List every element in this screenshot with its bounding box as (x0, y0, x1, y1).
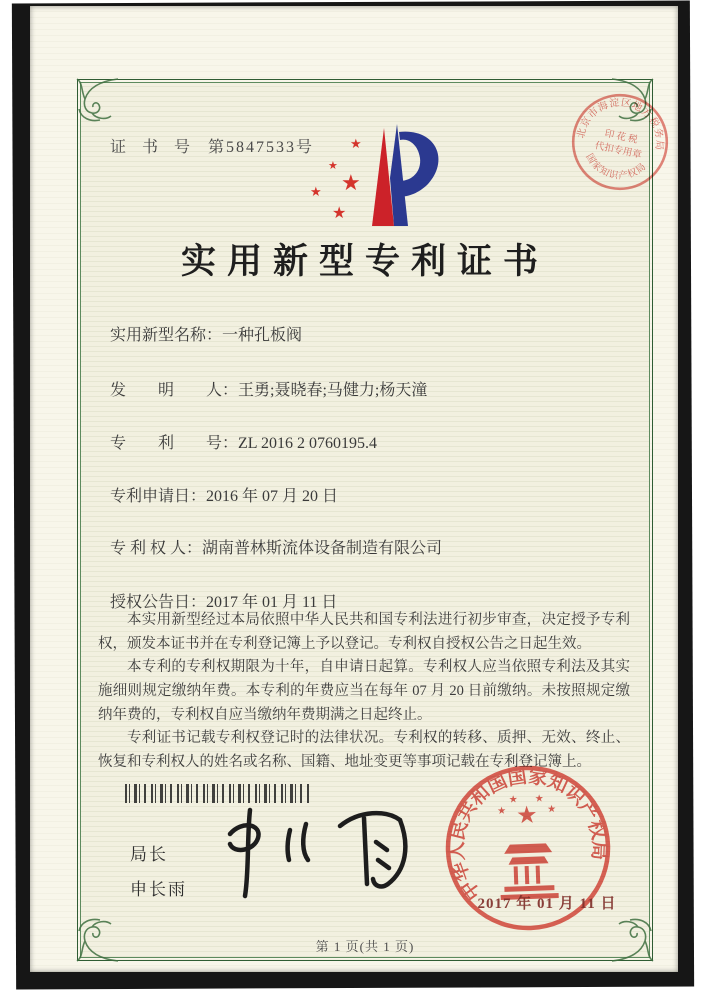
page-footer: 第 1 页(共 1 页) (315, 939, 415, 954)
signature-handwriting (218, 802, 448, 906)
certificate-number-label: 证 书 号 (110, 139, 197, 156)
signer-name: 申长雨 (130, 880, 187, 899)
legal-paragraph-1: 本实用新型经过本局依照中华人民共和国专利法进行初步审查，决定授予专利权，颁发本证书并在专利登记簿上予以登记。专利权自授权公告之日起生效。 (98, 612, 630, 652)
field-patent-number (110, 430, 618, 453)
field-value: 2016 年 07 月 20 日 (206, 488, 339, 505)
field-label: 实用新型名称： (110, 327, 223, 344)
tax-seal-center-line2: 代扣专用章 (593, 141, 643, 161)
svg-text:★: ★ (350, 136, 362, 151)
svg-text:★: ★ (497, 805, 507, 818)
signer-block (130, 840, 187, 910)
national-emblem (497, 793, 560, 900)
seal-date-stamp: 2017 年 01 月 11 日 (477, 896, 617, 912)
field-label: 专 利 权 人： (110, 540, 203, 557)
tax-seal-center-line1: 印 花 税 (603, 129, 639, 146)
cnipa-patent-logo (298, 114, 458, 240)
field-value: 一种孔板阀 (222, 327, 303, 344)
field-utility-model-name (110, 322, 618, 345)
certificate-number (110, 134, 314, 157)
barcode (125, 784, 311, 803)
field-value: 湖南普林斯流体设备制造有限公司 (202, 540, 443, 557)
legal-paragraph-2: 本专利的专利权期限为十年，自申请日起算。专利权人应当依照专利法及其实施细则规定缴纳年费。本专利的年费应当在每年 07 月 20 日前缴纳。未按照规定缴纳年费的，专利权自应当缴纳年费期满之日起终止。 (98, 659, 630, 723)
field-value: 王勇;聂晓春;马健力;杨天潼 (238, 382, 428, 399)
field-application-date (110, 483, 618, 506)
field-inventors (110, 377, 618, 400)
certificate-paper (30, 6, 678, 972)
svg-text:北京市海淀区地方税务局 (574, 87, 674, 156)
office-seal-ring-text: 中华人民共和国国家知识产权局 (446, 766, 610, 904)
svg-text:★: ★ (547, 803, 557, 816)
svg-text:★: ★ (332, 205, 347, 222)
field-label: 专利申请日： (110, 488, 207, 505)
tax-seal-ring-top-text: 北京市海淀区地方税务局 (575, 97, 665, 152)
signer-title: 局长 (130, 845, 168, 864)
border-ornament-top-left (74, 76, 120, 122)
certificate-title: 实用新型专利证书 (180, 242, 549, 281)
tax-stamp-seal (558, 80, 681, 203)
certificate-number-value: 第5847533号 (208, 139, 315, 156)
field-value: ZL 2016 2 0760195.4 (238, 435, 377, 452)
field-value: 2017 年 01 月 11 日 (206, 594, 338, 611)
field-label: 授权公告日： (110, 594, 207, 611)
tax-seal-ring-bottom-text: 国家知识产权局 (583, 152, 649, 182)
svg-text:★: ★ (534, 793, 544, 805)
legal-text-block (98, 609, 630, 774)
svg-text:★: ★ (515, 802, 539, 830)
svg-text:★: ★ (310, 184, 322, 199)
svg-text:★: ★ (341, 170, 361, 195)
field-label: 发 明 人： (110, 382, 239, 399)
field-label: 专 利 号： (110, 435, 239, 452)
cnipa-office-seal (434, 754, 622, 942)
svg-text:★: ★ (328, 160, 338, 172)
field-patentee (110, 535, 618, 558)
svg-text:★: ★ (508, 794, 518, 806)
legal-paragraph-3: 专利证书记载专利权登记时的法律状况。专利权的转移、质押、无效、终止、恢复和专利权人的姓名或名称、国籍、地址变更等事项记载在专利登记簿上。 (98, 730, 630, 770)
